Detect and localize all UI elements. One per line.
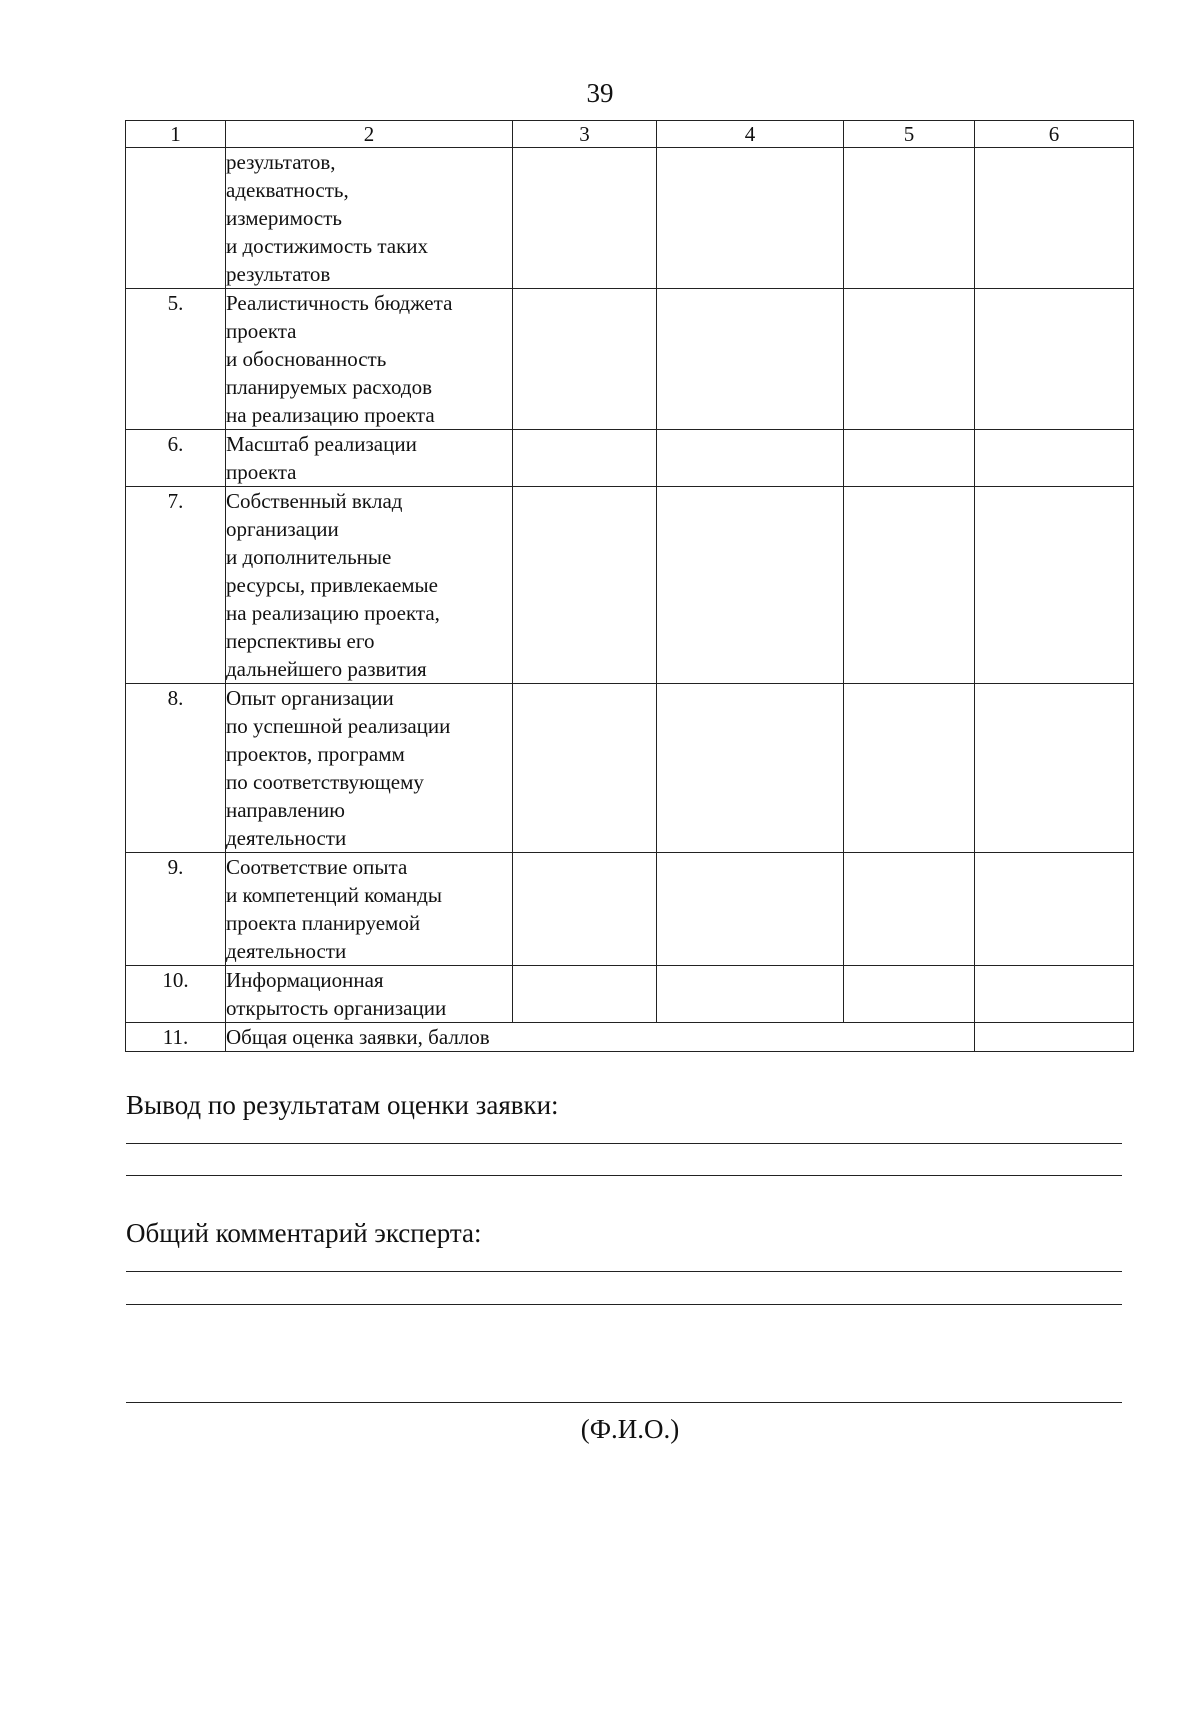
criterion-line: дальнейшего развития (226, 657, 427, 681)
column-header-3: 3 (513, 121, 657, 148)
criterion-line: проекта планируемой (226, 911, 421, 935)
score-cell-6[interactable] (975, 487, 1134, 684)
criterion-line: результатов (226, 262, 331, 286)
row-number: 8. (126, 684, 226, 853)
criterion-line: Масштаб реализации (226, 432, 417, 456)
criterion-line: открытость организации (226, 996, 447, 1020)
criterion-line: деятельности (226, 939, 347, 963)
criterion-line: проекта (226, 319, 297, 343)
score-cell-4[interactable] (657, 684, 844, 853)
column-header-1: 1 (126, 121, 226, 148)
score-cell-4[interactable] (657, 853, 844, 966)
criterion-line: и компетенций команды (226, 883, 443, 907)
criterion-line: и дополнительные (226, 545, 392, 569)
criterion-line: на реализацию проекта (226, 403, 435, 427)
score-cell-3[interactable] (513, 853, 657, 966)
table-row (126, 430, 1134, 487)
criterion-line: адекватность, (226, 178, 349, 202)
criterion-line: Реалистичность бюджета (226, 291, 453, 315)
row-number: 6. (126, 430, 226, 487)
criterion-line: результатов, (226, 150, 336, 174)
table-row (126, 487, 1134, 684)
table-row (126, 966, 1134, 1023)
score-cell-3[interactable] (513, 487, 657, 684)
score-cell-5[interactable] (844, 487, 975, 684)
score-cell-6[interactable] (975, 684, 1134, 853)
score-cell-5[interactable] (844, 966, 975, 1023)
score-cell-6[interactable] (975, 148, 1134, 289)
conclusion-line-1[interactable] (126, 1143, 1122, 1144)
conclusion-line-2[interactable] (126, 1175, 1122, 1176)
criterion-line: и обоснованность (226, 347, 387, 371)
conclusion-label: Вывод по результатам оценки заявки: (126, 1090, 559, 1120)
table-row (126, 289, 1134, 430)
criterion-line: Соответствие опыта (226, 855, 408, 879)
score-cell-5[interactable] (844, 148, 975, 289)
score-cell-4[interactable] (657, 430, 844, 487)
table-row (126, 853, 1134, 966)
row-number: 10. (126, 966, 226, 1023)
criterion-line: на реализацию проекта, (226, 601, 440, 625)
criterion-line: перспективы его (226, 629, 375, 653)
score-cell-5[interactable] (844, 684, 975, 853)
score-cell-6[interactable] (975, 289, 1134, 430)
row-number: 9. (126, 853, 226, 966)
score-cell-4[interactable] (657, 966, 844, 1023)
comment-label: Общий комментарий эксперта: (126, 1218, 482, 1248)
column-header-4: 4 (657, 121, 844, 148)
score-cell-3[interactable] (513, 148, 657, 289)
criterion-cell (226, 289, 513, 430)
criterion-line: по соответствующему (226, 770, 424, 794)
comment-line-1[interactable] (126, 1271, 1122, 1272)
total-score-cell[interactable] (975, 1023, 1134, 1052)
criterion-cell (226, 148, 513, 289)
criterion-line: направлению (226, 798, 345, 822)
row-number (126, 148, 226, 289)
total-label-text: Общая оценка заявки, баллов (226, 1025, 490, 1049)
row-number: 5. (126, 289, 226, 430)
column-header-5: 5 (844, 121, 975, 148)
column-header-6: 6 (975, 121, 1134, 148)
comment-line-2[interactable] (126, 1304, 1122, 1305)
criterion-line: и достижимость таких (226, 234, 429, 258)
criterion-line: Информационная (226, 968, 384, 992)
score-cell-5[interactable] (844, 289, 975, 430)
table-row (126, 684, 1134, 853)
criterion-line: измеримость (226, 206, 342, 230)
score-cell-3[interactable] (513, 430, 657, 487)
score-cell-4[interactable] (657, 148, 844, 289)
criterion-line: планируемых расходов (226, 375, 432, 399)
row-number: 7. (126, 487, 226, 684)
score-cell-3[interactable] (513, 684, 657, 853)
signature-line[interactable] (126, 1402, 1122, 1403)
table-row (126, 148, 1134, 289)
criterion-cell (226, 684, 513, 853)
score-cell-3[interactable] (513, 289, 657, 430)
total-label (226, 1023, 975, 1052)
score-cell-4[interactable] (657, 289, 844, 430)
criterion-line: Собственный вклад (226, 489, 403, 513)
score-cell-6[interactable] (975, 853, 1134, 966)
criterion-line: Опыт организации (226, 686, 394, 710)
criterion-line: ресурсы, привлекаемые (226, 573, 438, 597)
total-row (126, 1023, 1134, 1052)
criterion-line: проектов, программ (226, 742, 405, 766)
score-cell-4[interactable] (657, 487, 844, 684)
criterion-cell (226, 430, 513, 487)
evaluation-table (125, 120, 1134, 1052)
criterion-line: по успешной реализации (226, 714, 451, 738)
criterion-cell (226, 853, 513, 966)
criterion-cell (226, 487, 513, 684)
score-cell-5[interactable] (844, 853, 975, 966)
row-number: 11. (126, 1023, 226, 1052)
criterion-line: организации (226, 517, 339, 541)
score-cell-3[interactable] (513, 966, 657, 1023)
table-header-row (126, 121, 1134, 148)
criterion-line: деятельности (226, 826, 347, 850)
page-number: 39 (586, 78, 614, 108)
column-header-2: 2 (226, 121, 513, 148)
criterion-cell (226, 966, 513, 1023)
score-cell-5[interactable] (844, 430, 975, 487)
score-cell-6[interactable] (975, 430, 1134, 487)
criterion-line: проекта (226, 460, 297, 484)
signature-caption: (Ф.И.О.) (580, 1414, 680, 1444)
score-cell-6[interactable] (975, 966, 1134, 1023)
